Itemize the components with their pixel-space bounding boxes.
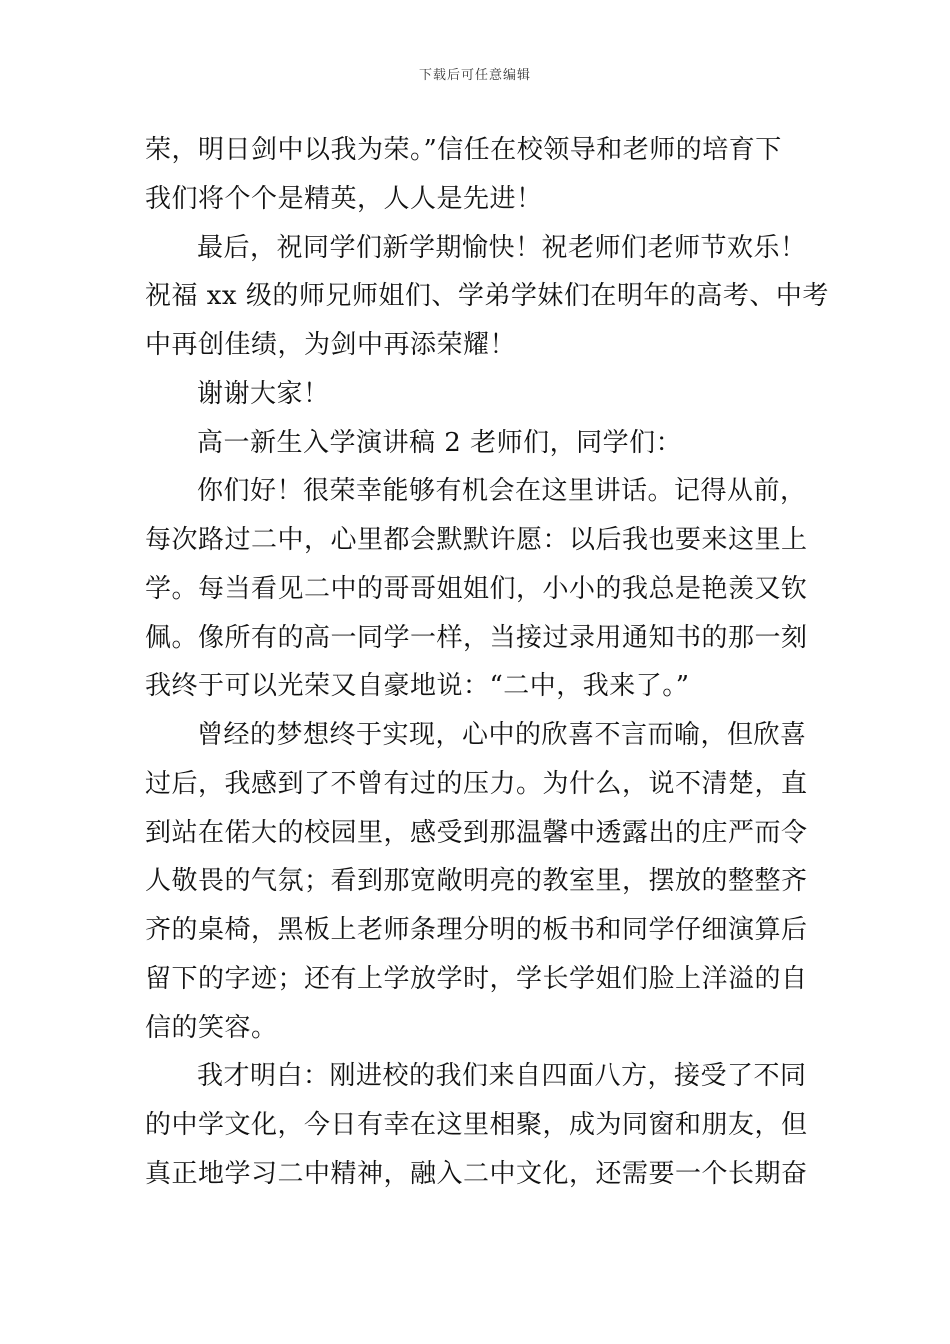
text-line: 留下的字迹；还有上学放学时，学长学姐们脸上洋溢的自: [145, 963, 808, 994]
text-line: 过后，我感到了不曾有过的压力。为什么，说不清楚，直: [145, 768, 808, 799]
text-line: 佩。像所有的高一同学一样，当接过录用通知书的那一刻: [145, 622, 808, 653]
text-line: 每次路过二中，心里都会默默许愿：以后我也要来这里上: [145, 525, 808, 555]
text-line: 学。每当看见二中的哥哥姐姐们，小小的我总是艳羡又钦: [145, 573, 808, 604]
text-line: 谢谢大家！: [197, 378, 330, 409]
text-line: 我才明白：刚进校的我们来自四面八方，接受了不同: [197, 1061, 807, 1092]
text-line: 我们将个个是精英，人人是先进！: [145, 183, 543, 214]
text-line: 高一新生入学演讲稿 2 老师们，同学们：: [197, 427, 683, 458]
text-line: 荣，明日剑中以我为荣。”信任在校领导和老师的培育下: [145, 135, 782, 165]
document-body: [145, 126, 829, 1199]
page-header: 下载后可任意编辑: [418, 68, 531, 83]
text-line: 中再创佳绩，为剑中再添荣耀！: [145, 330, 517, 360]
text-line: 最后，祝同学们新学期愉快！祝老师们老师节欢乐！: [197, 232, 807, 263]
text-line: 你们好！很荣幸能够有机会在这里讲话。记得从前，: [197, 476, 807, 507]
text-line: 我终于可以光荣又自豪地说：“二中，我来了。”: [145, 671, 690, 702]
text-line: 祝福 xx 级的师兄师姐们、学弟学妹们在明年的高考、中考: [145, 281, 829, 312]
text-line: 齐的桌椅，黑板上老师条理分明的板书和同学仔细演算后: [145, 915, 808, 945]
text-line: 的中学文化，今日有幸在这里相聚，成为同窗和朋友，但: [145, 1110, 808, 1140]
text-line: 曾经的梦想终于实现，心中的欣喜不言而喻，但欣喜: [197, 720, 807, 750]
text-line: 信的笑容。: [145, 1012, 278, 1043]
text-line: 真正地学习二中精神，融入二中文化，还需要一个长期奋: [145, 1158, 808, 1189]
text-line: 人敬畏的气氛；看到那宽敞明亮的教室里，摆放的整整齐: [145, 866, 808, 897]
text-line: 到站在偌大的校园里，感受到那温馨中透露出的庄严而令: [145, 817, 808, 848]
